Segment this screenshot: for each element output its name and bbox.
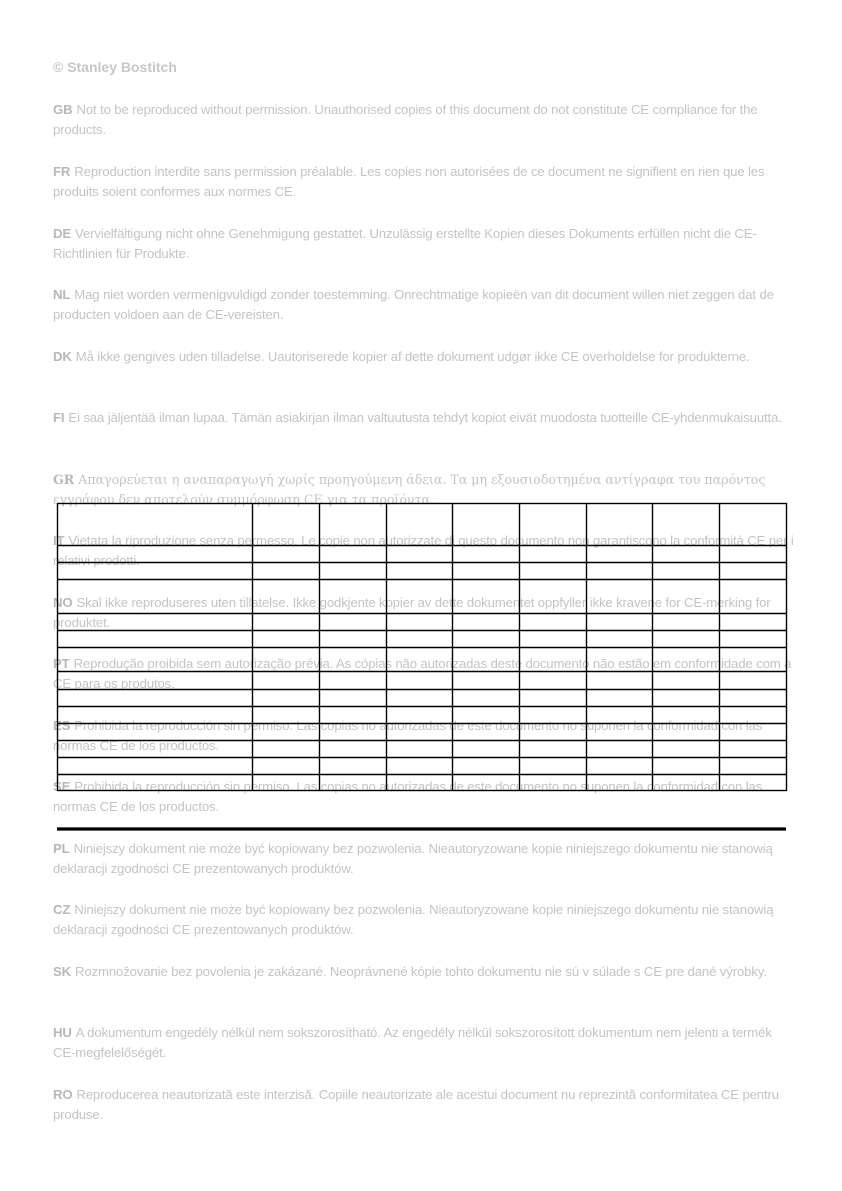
notice-gr (53, 470, 795, 510)
notice-text: Niniejszy dokument nie może być kopiowany bez pozwolenia. Nieautoryzowane kopie niniejszego dokumentu nie stanowią deklaracji zgodności CE prezentowanych produktów. (53, 841, 773, 876)
notice-de (53, 224, 795, 264)
language-code: DK (53, 349, 72, 364)
notice-text: Prohibida la reproducción sin permiso. Las copias no autorizadas de este documento no suponen la conformidad con las normas CE de los productos. (53, 718, 763, 753)
language-code: FI (53, 410, 65, 425)
notice-gb (53, 100, 795, 140)
notice-sk (53, 962, 795, 982)
language-code: CZ (53, 902, 71, 917)
notice-text: Niniejszy dokument nie może być kopiowany bez pozwolenia. Nieautoryzowane kopie niniejszego dokumentu nie stanowią deklaracji zgodności CE prezentowanych produktów. (53, 902, 774, 937)
language-code: GR (53, 472, 75, 487)
language-code: SE (53, 779, 71, 794)
notice-dk (53, 347, 795, 367)
notice-text: Mag niet worden vermenigvuldigd zonder toestemming. Onrechtmatige kopieën van dit document willen niet zeggen dat de producten voldoen aan de CE-vereisten. (53, 287, 774, 322)
language-code: SK (53, 964, 72, 979)
notice-pt (53, 654, 795, 694)
notice-text: Ei saa jäljentää ilman lupaa. Tämän asiakirjan ilman valtuutusta tehdyt kopiot eivät muodosta tuotteille CE-yhdenmukaisuutta. (68, 410, 782, 425)
language-code: DE (53, 226, 72, 241)
notice-text: Prohibida la reproducción sin permiso. Las copias no autorizadas de este documento no suponen la conformidad con las normas CE de los productos. (53, 779, 763, 814)
language-code: IT (53, 533, 65, 548)
language-code: RO (53, 1087, 73, 1102)
language-code: HU (53, 1025, 72, 1040)
notice-text: Reprodução proibida sem autorização prévia. As cópias não autorizadas deste documento não estão em conformidade com a CE para os produtos. (53, 656, 792, 691)
notice-fi (53, 408, 795, 428)
language-code: FR (53, 164, 71, 179)
notice-text: Skal ikke reproduseres uten tillatelse. Ikke godkjente kopier av dette dokumentet oppfyller ikke kravene for CE-merking for produktet. (53, 595, 771, 630)
language-code: PT (53, 656, 70, 671)
language-code: NO (53, 595, 73, 610)
notice-text: Not to be reproduced without permission. Unauthorised copies of this document do not constitute CE compliance for the products. (53, 102, 758, 137)
copyright-line: © Stanley Bostitch (53, 59, 177, 75)
notice-text: Må ikke gengives uden tilladelse. Uautoriserede kopier af dette dokument udgør ikke CE overholdelse for produkterne. (75, 349, 750, 364)
notice-es (53, 716, 795, 756)
language-code: NL (53, 287, 71, 302)
notice-it (53, 531, 795, 571)
notice-text: Vervielfältigung nicht ohne Genehmigung gestattet. Unzulässig erstellte Kopien dieses Dokuments erfüllen nicht die CE-Richtlinien für Produkte. (53, 226, 757, 261)
language-code: ES (53, 718, 71, 733)
language-code: PL (53, 841, 70, 856)
notice-hu (53, 1023, 795, 1063)
language-code: GB (53, 102, 73, 117)
notice-ro (53, 1085, 795, 1125)
notice-pl (53, 839, 795, 879)
notice-text: Vietata la riproduzione senza permesso. Le copie non autorizzate di questo documento non garantiscono la conformità CE per i relativi prodotti. (53, 533, 794, 568)
notice-cz (53, 900, 795, 940)
notice-text: Reproducerea neautorizată este interzisă. Copiile neautorizate ale acestui document nu reprezintă conformitatea CE pentru produse. (53, 1087, 779, 1122)
notice-se (53, 777, 795, 817)
notice-text: A dokumentum engedély nélkül nem sokszorosítható. Az engedély nélkül sokszorosított dokumentum nem jelenti a termék CE-megfelelőségét. (53, 1025, 772, 1060)
notice-text: Reproduction interdite sans permission préalable. Les copies non autorisées de ce document ne signifient en rien que les produits soient conformes aux normes CE. (53, 164, 765, 199)
notice-text: Απαγορεύεται η αναπαραγωγή χωρίς προηγούμενη άδεια. Τα μη εξουσιοδοτημένα αντίγραφα του παρόντος εγγράφου δεν αποτελούν συμμόρφωση CE για τα προϊόντα. (53, 472, 766, 507)
notice-no (53, 593, 795, 633)
notice-nl (53, 285, 795, 325)
notice-fr (53, 162, 795, 202)
notice-text: Rozmnožovanie bez povolenia je zakázané. Neoprávnené kópie tohto dokumentu nie sú v súlade s CE pre dané výrobky. (75, 964, 767, 979)
